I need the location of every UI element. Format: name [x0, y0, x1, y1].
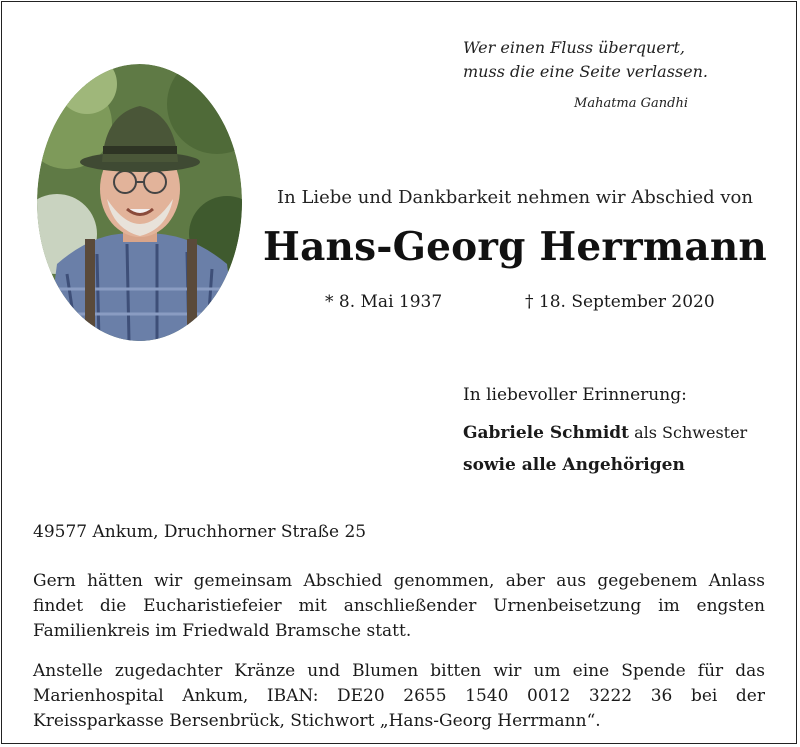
mourner-entry	[463, 423, 747, 443]
death-date: † 18. September 2020	[525, 292, 715, 312]
quote-author: Mahatma Gandhi	[574, 96, 688, 111]
birth-date: * 8. Mai 1937	[325, 292, 443, 312]
donation-paragraph: Anstelle zugedachter Kränze und Blumen bitten wir um eine Spende für das Marienhospital Ankum, IBAN: DE20 2655 1540 0012 3222 36 bei der Kreissparkasse Bersenbrück, Stichwort „Hans-Georg Herrmann“.	[33, 661, 765, 731]
ceremony-paragraph: Gern hätten wir gemeinsam Abschied genommen, aber aus gegebenem Anlass findet die Eucharistiefeier mit anschließender Urnenbeisetzung im engsten Familienkreis im Friedwald Bramsche statt.	[33, 571, 765, 641]
deceased-name: Hans-Georg Herrmann	[263, 224, 767, 270]
other-mourners: sowie alle Angehörigen	[463, 455, 685, 475]
quote-line-1: Wer einen Fluss überquert,	[463, 38, 685, 57]
address: 49577 Ankum, Druchhorner Straße 25	[33, 522, 367, 542]
mourners-title: In liebevoller Erinnerung:	[463, 385, 687, 405]
intro-text: In Liebe und Dankbarkeit nehmen wir Abschied von	[277, 187, 753, 208]
quote	[463, 36, 708, 84]
quote-line-2: muss die eine Seite verlassen.	[463, 62, 708, 81]
mourner-relation: als Schwester	[629, 423, 748, 442]
mourner-name: Gabriele Schmidt	[463, 423, 630, 443]
